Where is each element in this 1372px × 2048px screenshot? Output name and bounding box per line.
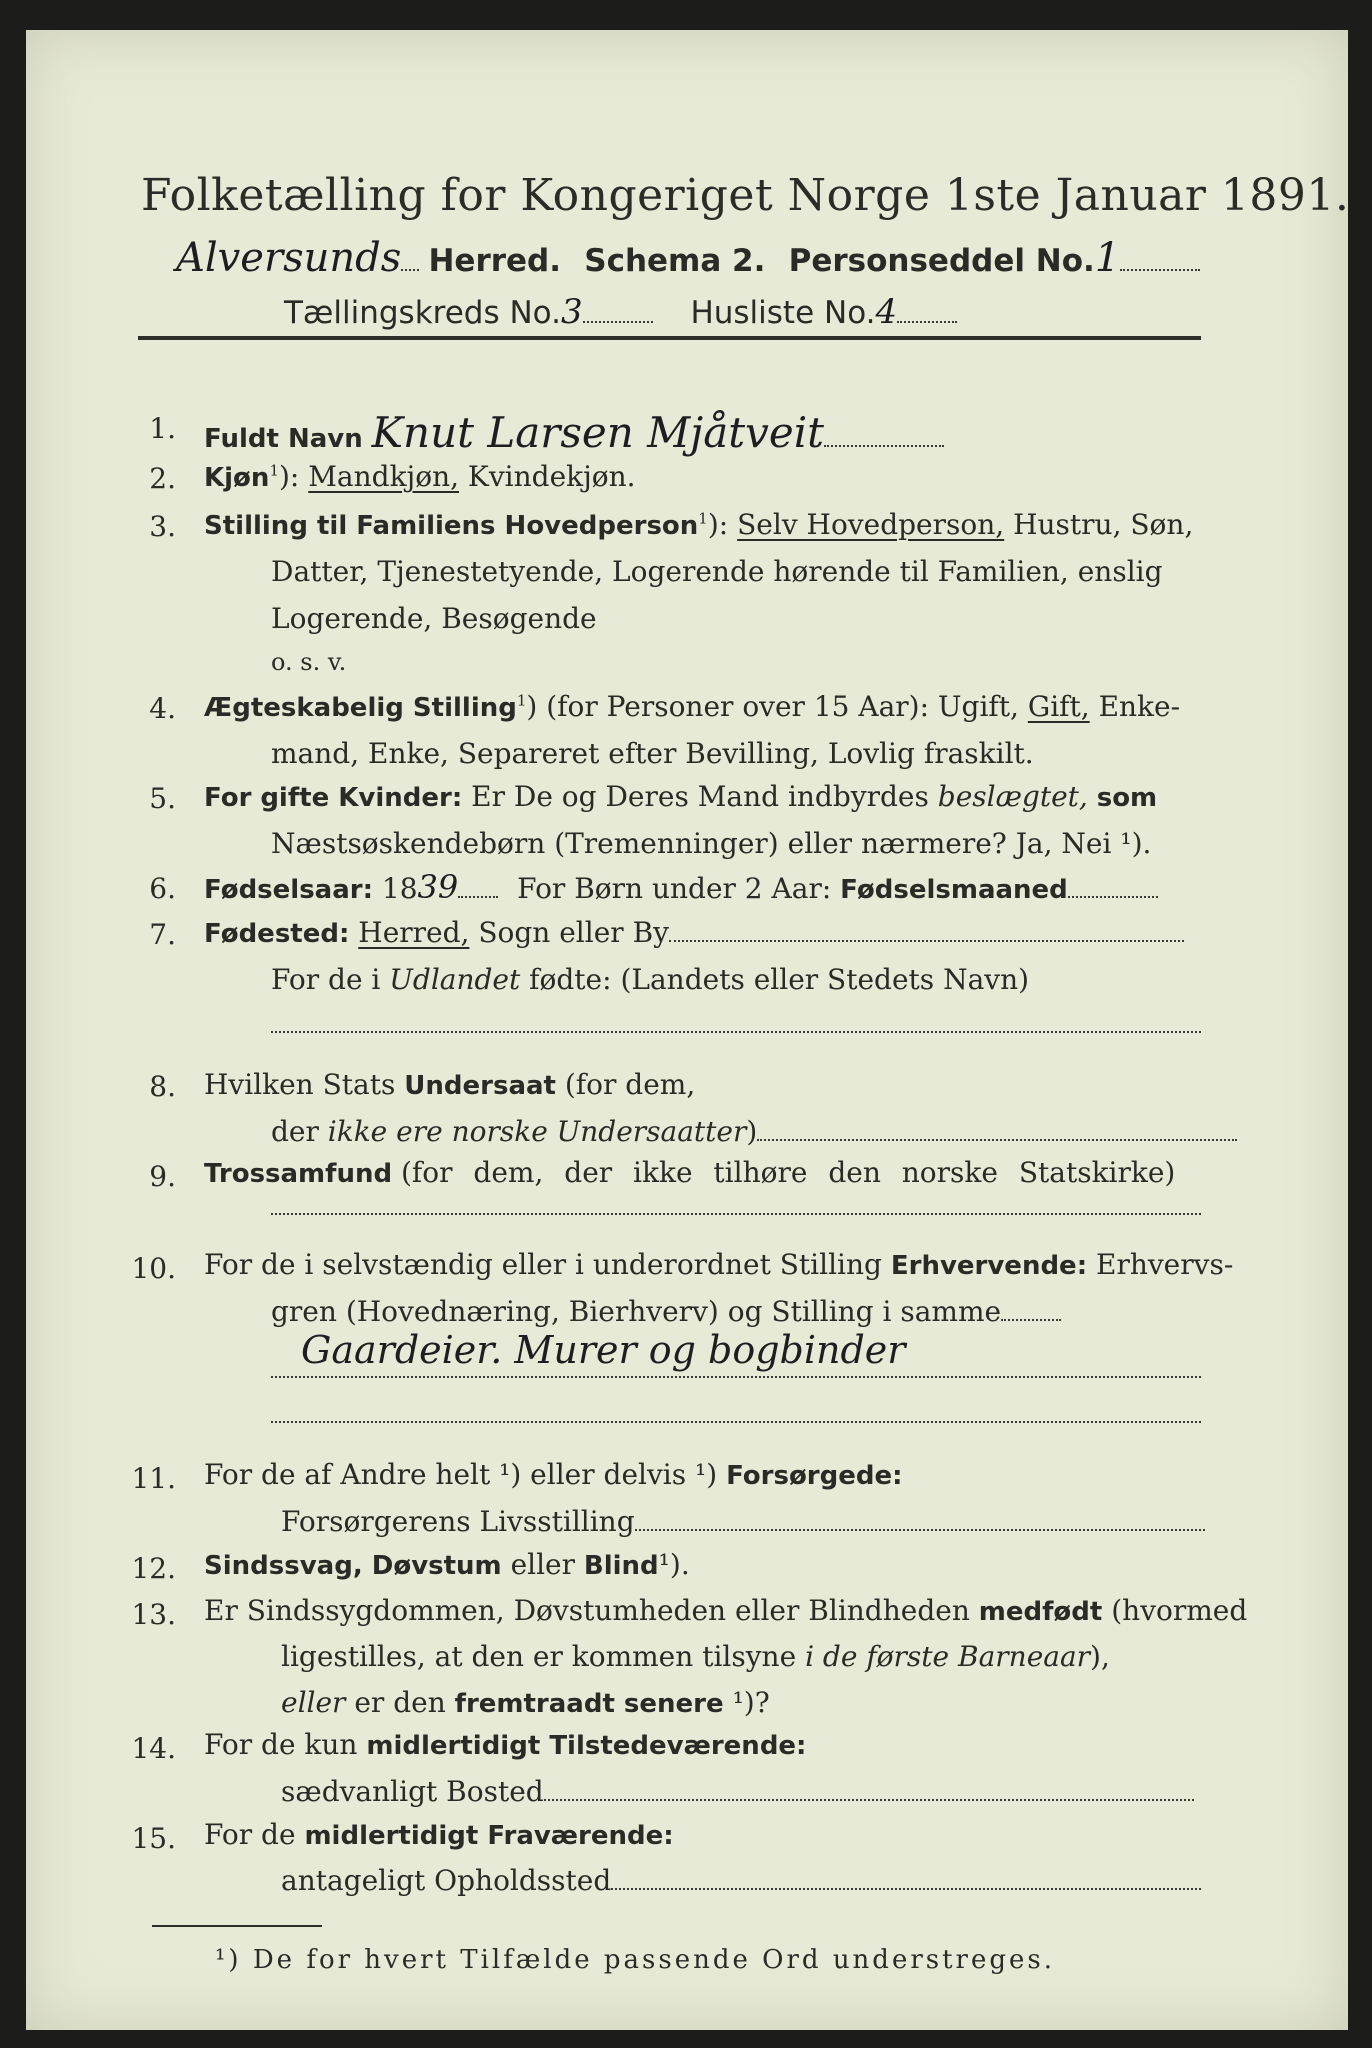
item-15-line2: antageligt Opholdssted: [281, 1864, 1201, 1897]
item-number: 8.: [149, 1070, 176, 1103]
item-birthplace: Fødested: Herred, Sogn eller By: [204, 916, 1184, 949]
census-form-sheet: Folketælling for Kongeriget Norge 1ste Januar 1891. Alversunds Herred. Schema 2. Personseddel No.1 Tællingskreds No.3 Husliste No.4 1. Fuldt Navn Knut Larsen Mjåtveit 2. Kjøn$^1$): Mandkjøn, Kvindekjøn. 3. Stilling til Familiens Hovedperson$^1$): Selv Hovedperson, Hustru, Søn, Datter, Tjenestetyende, Logerende hørende til Familien, enslig Logerende, Besøgende o. s. v. 4. Ægteskabelig Stilling$^1$) (for Personer over 15 Aar): Ugift, Gift, Enke- mand, Enke, Separeret efter Bevilling, Lovlig fraskilt. 5. For gifte Kvinder: Er De og Deres Mand indbyrdes beslægtet, som Næstsøskendebørn (Tremenninger) eller nærmere? Ja, Nei ¹). 6. Fødselsaar: 1839 For Børn under 2 Aar: Fødselsmaaned 7. Fødested: Herred, Sogn eller By For de i Udlandet fødte: (Landets eller Stedets Navn) 8. Hvilken Stats Undersaat (for dem, der ikke ere norske Undersaatter) 9. Trossamfund (for dem, der ikke tilhøre den norske Statskirke) 10. For de i selvstændig eller i underordnet Stilling Erhvervende: Erhvervs- gren (Hovednæring, Bierhverv) og Stilling i samme Gaardeier. Murer og bogbinder 11. For de af Andre helt ¹) eller delvis ¹) Forsørgede: Forsørgerens Livsstilling 12. Sindssvag, Døvstum eller Blind¹). 13. Er Sindssygdommen, Døvstumheden eller Blindheden medfødt (hvormed ligestilles, at den er kommen tilsyne i de første Barneaar), eller er den fremtraadt senere ¹)? 14. For de kun midlertidigt Tilstedeværende: sædvanligt Bosted 15. For de midlertidigt Fraværende:: [26, 30, 1348, 2030]
item-supported: For de af Andre helt ¹) eller delvis ¹) Forsørgede:: [204, 1458, 903, 1491]
herred-handwritten: Alversunds: [176, 235, 402, 281]
item-occupation: For de i selvstændig eller i underordnet Stilling Erhvervende: Erhvervs-: [204, 1248, 1234, 1281]
item-number: 15.: [131, 1822, 176, 1855]
item-number: 6.: [149, 872, 176, 905]
herred-label: Herred.: [428, 243, 562, 279]
item-number: 2.: [149, 462, 176, 495]
schema-label: Schema 2.: [584, 243, 766, 279]
item-number: 14.: [131, 1732, 176, 1765]
item-citizenship: Hvilken Stats Undersaat (for dem,: [204, 1068, 696, 1101]
personseddel-number: 1: [1094, 235, 1121, 281]
husliste-number: 4: [875, 292, 898, 332]
item-number: 12.: [131, 1552, 176, 1585]
item-disability: Sindssvag, Døvstum eller Blind¹).: [204, 1548, 690, 1581]
item-number: 4.: [149, 692, 176, 725]
birth-year-handwritten: 39: [417, 868, 459, 906]
footnote: ¹) De for hvert Tilfælde passende Ord understreges.: [215, 1945, 1056, 1975]
item-number: 11.: [131, 1462, 176, 1495]
item-temporary-present: For de kun midlertidigt Tilstedeværende:: [204, 1728, 807, 1761]
item-marital-status: Ægteskabelig Stilling$^1$) (for Personer over 15 Aar): Ugift, Gift, Enke-: [204, 690, 1181, 723]
husliste-label: Husliste No.: [690, 295, 876, 331]
item-family-position: Stilling til Familiens Hovedperson$^1$): Selv Hovedperson, Hustru, Søn,: [204, 508, 1194, 541]
marital-selected-option: Gift,: [1027, 690, 1090, 723]
item-number: 3.: [149, 510, 176, 543]
item-number: 7.: [149, 918, 176, 951]
item-birth-year: Fødselsaar: 1839 For Børn under 2 Aar: Fødselsmaaned: [204, 868, 1158, 906]
kreds-number: 3: [560, 292, 583, 332]
form-title: Folketælling for Kongeriget Norge 1ste Januar 1891.: [141, 170, 1350, 221]
occupation-answer: Gaardeier. Murer og bogbinder: [301, 1328, 906, 1372]
item-full-name: [204, 408, 944, 457]
item-disability-onset: Er Sindssygdommen, Døvstumheden eller Blindheden medfødt (hvormed: [204, 1594, 1248, 1627]
item-temporary-absent: For de midlertidigt Fraværende:: [204, 1818, 674, 1851]
kreds-label: Tællingskreds No.: [284, 295, 561, 331]
item-number: 5.: [149, 782, 176, 815]
kreds-line: [284, 292, 957, 332]
herred-line: [176, 235, 1200, 281]
item-religion: Trossamfund (for dem, der ikke tilhøre den norske Statskirke): [204, 1156, 1176, 1189]
personseddel-label: Personseddel No.: [788, 243, 1095, 279]
full-name-label: Fuldt Navn: [204, 424, 363, 454]
item-number: 9.: [149, 1160, 176, 1193]
item-number: 10.: [131, 1252, 176, 1285]
item-number: 1.: [149, 412, 176, 445]
item-married-women: For gifte Kvinder: Er De og Deres Mand indbyrdes beslægtet, som: [204, 780, 1158, 813]
sex-selected-option: Mandkjøn,: [308, 460, 460, 493]
item-sex: Kjøn$^1$): Mandkjøn, Kvindekjøn.: [204, 460, 636, 493]
header-rule: [138, 336, 1201, 340]
family-position-selected: Selv Hovedperson,: [737, 508, 1005, 541]
birthplace-selected-option: Herred,: [358, 916, 470, 949]
item-number: 13.: [131, 1598, 176, 1631]
full-name-answer: Knut Larsen Mjåtveit: [371, 408, 825, 457]
footnote-rule: [152, 1925, 322, 1927]
